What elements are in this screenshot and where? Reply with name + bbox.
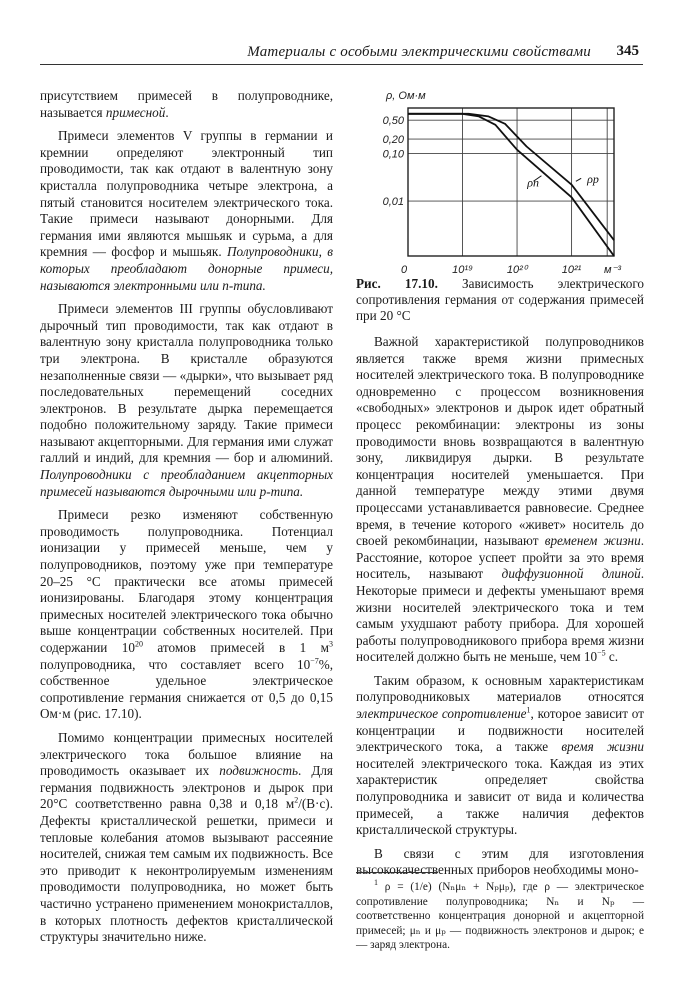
term-diffusion-length: диффузионной длиной [501, 566, 641, 582]
text: носителей электрического тока. Каждая из этих характеристик определяет свойства полупроводника и зависит от вида и количества примесей, а также наличия дефектов кристаллической структуры. [356, 755, 644, 838]
term-lifetime: временем жизни [544, 533, 641, 549]
paragraph [40, 301, 333, 500]
superscript: 2 [294, 795, 299, 805]
series-line-rho-p [408, 114, 614, 240]
y-tick-label: 0,20 [382, 134, 404, 147]
running-header [40, 40, 643, 65]
page-number: 345 [616, 43, 639, 59]
text: присутствием примесей в полупроводнике, называется [40, 88, 333, 120]
x-tick-label: 10¹⁹ [452, 264, 473, 276]
paragraph [356, 334, 644, 666]
caption-text: Зависимость электрического сопротивления германия от содержания примесей при 20 °C [356, 276, 644, 323]
superscript: 20 [134, 639, 143, 649]
text: Таким образом, к основным характеристикам полупроводниковых материалов относятся [356, 672, 644, 705]
text: Примеси резко изменяют собственную проводимость полупроводника. Потенциал ионизации у примесей меньше, чем у полупроводников, поэтому уже при температуре 20–25 °C практически все атомы примесей ионизированы. Благодаря этому концентрация примесных носителей электрического тока обычно выше концентрации собственных носителей. При содержании 10 [40, 507, 333, 655]
paragraph [40, 730, 333, 946]
x-axis-label: м⁻³ [604, 264, 622, 276]
right-column [356, 334, 644, 886]
term-resistance: электрическое сопротивление [356, 706, 527, 722]
x-tick-label: 0 [400, 264, 408, 276]
text: Примеси элементов V группы в германии и кремнии определяют электронный тип проводимости, так как отдают в валентную зону кристалла полупроводника четыре электрона, а пятый становится носителем электрического тока. Такие примеси называют донорными. Для германия ими являются мышьяк и сурьма, а для кремния — фосфор и мышьяк. [40, 128, 333, 260]
text: В связи с этим для изготовления высококачественных приборов необходимы моно- [356, 845, 644, 878]
series-label-rho-n: ρn [527, 175, 540, 190]
running-title: Материалы с особыми электрическими свойствами [247, 44, 591, 60]
text: %, собственное удельное электрическое сопротивление германия снижается от 0,5 до 0,15 Ом·м (рис. 17.10). [40, 656, 333, 722]
y-tick-label: 0,10 [382, 148, 404, 161]
term-impurity: примесной [105, 104, 166, 120]
series-label-rho-p: ρp [587, 171, 599, 186]
y-axis-label: ρ, Ом·м [386, 90, 426, 102]
text: Помимо концентрации примесных носителей электрического тока большое влияние на проводимость оказывает их [40, 729, 333, 779]
text: , которое зависит от концентрации и подвижности носителей электрического тока, а также [356, 706, 644, 755]
definition-p-type: Полупроводники с преобладанием акцепторных примесей называются дырочными или p-типа. [40, 467, 333, 499]
figure-label: Рис. 17.10. [356, 276, 438, 291]
chart-labels [383, 90, 622, 276]
paragraph [40, 128, 333, 294]
superscript: −7 [310, 656, 319, 666]
text: . Некоторые примеси и дефекты уменьшают время жизни носителей электрического тока и тем самым ухудшают работу прибора. Для хорошей работы полупроводникового прибора время жизни носителей должно быть не меньше, чем 10 [356, 566, 644, 665]
text: Примеси элементов III группы обусловливают дырочный тип проводимости, так как отдают в валентную зону кристалла полупроводника только три электрона. В кристалле образуются незаполненные связи — «дырки», что вызывает ряд последовательных перемещений соседних электронов. В результате дырка перемещается подобно положительному заряду. Такие примеси называют акцепторными. Для германия ими служат галлий и индий, для кремния — бор и алюминий. [40, 301, 333, 466]
series-label-leader [576, 178, 581, 181]
superscript: 3 [329, 639, 333, 649]
paragraph [356, 673, 644, 839]
term-mobility: подвижность [219, 763, 299, 779]
chart-series [408, 114, 614, 256]
figure-caption [356, 276, 644, 324]
footnote-divider [356, 872, 438, 873]
definition-n-type: Полупроводники, в которых преобладают донорные примеси, называются электронными или n-типа. [40, 244, 334, 293]
text: . [165, 104, 169, 120]
series-line-rho-n [408, 114, 614, 256]
text: полупроводника, что составляет всего 10 [40, 656, 311, 672]
text: с. [605, 649, 619, 665]
footnote-marker: 1 [374, 878, 378, 888]
text: Важной характеристикой полупроводников является также время жизни примесных носителей электрического тока. В полупроводнике одновременно с процессом возникновения «свободных» электронов и дырок идет обратный процесс рекомбинации: электроны из зоны проводимости вновь возвращаются в валентную зону, ликвидируя дырки. В результате концентрация носителей уменьшается. При данной температуре между этими двумя процессами устанавливается равновесие. Среднее время, в течение которого «живет» носитель до своей рекомбинации, называют [356, 334, 644, 549]
paragraph [356, 846, 644, 879]
paragraph [40, 88, 333, 121]
paragraph [40, 507, 333, 723]
y-tick-label: 0,01 [382, 196, 404, 209]
footnote [356, 880, 644, 953]
text: /(В·с). Дефекты кристаллической решетки, примеси и тепловые колебания атомов вызывают рассеяние носителей, снижая тем самым их подвижность. Все это приводит к неконтролируемым изменениям проводимости полупроводника, но может быть частично устранено применением монокристаллов, в которых плотность дефектов кристаллической структуры значительно ниже. [40, 796, 333, 945]
superscript: −5 [597, 648, 606, 658]
x-tick-label: 10²¹ [561, 264, 582, 276]
term-lifetime: время жизни [561, 739, 644, 755]
footnote-ref[interactable]: 1 [526, 705, 531, 715]
text: . Расстояние, которое успеет пройти за это время носитель, называют [356, 533, 644, 582]
text: атомов примесей в 1 м [142, 640, 329, 655]
footnote-text: ρ = (1/e) (Nₙμₙ + Nₚμₚ), где ρ — электрическое сопротивление полупроводника; Nₙ и Nₚ — соответственно концентрация донорной и акцепторной примесей; μₙ и μₚ — подвижность электронов и дырок; e — заряд электрона. [356, 881, 644, 951]
text: . Для германия подвижность электронов и дырок при 20°C соответственно равна 0,38 и 0,18 м [40, 763, 333, 812]
x-tick-label: 10²⁰ [506, 264, 528, 276]
y-tick-label: 0,50 [382, 115, 404, 128]
left-column [40, 88, 333, 953]
resistivity-chart [356, 88, 651, 278]
